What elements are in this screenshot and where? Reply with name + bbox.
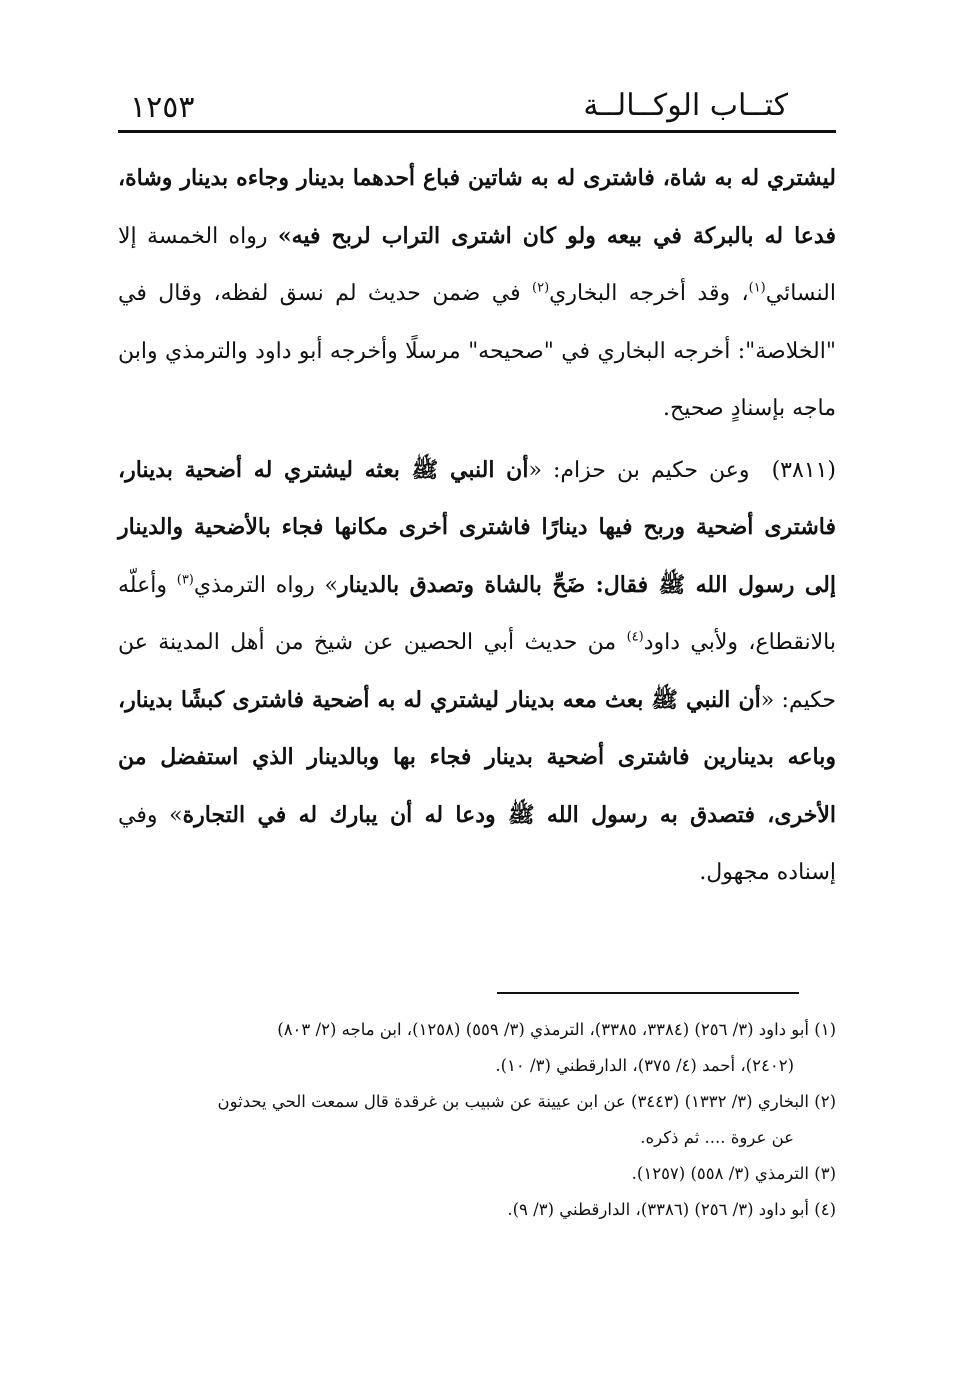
footnotes bbox=[118, 1012, 836, 1228]
footnote-separator bbox=[497, 992, 799, 994]
footnote-line: (٤) أبو داود (٣/ ٢٥٦) (٣٣٨٦)، الدارقطني (٣/ ٩). bbox=[507, 1200, 836, 1219]
footnote-3 bbox=[118, 1156, 836, 1192]
text-run: في ضمن حديث لم نسق لفظه، وقال في "الخلاصة": أخرجه البخاري في "صحيحه" مرسلًا وأخرجه أبو داود والترمذي وابن ماجه بإسنادٍ صحيح. bbox=[118, 281, 836, 421]
paragraph-1 bbox=[118, 150, 836, 438]
hadith-text: أن النبي ﷺ بعثه ليشتري له أضحية بدينار، فاشترى أضحية وربح فيها دينارًا فاشترى أخرى مكانها فجاء بالأضحية والدينار إلى رسول الله ﷺ فقال: ضَحِّ بالشاة وتصدق بالدينار bbox=[118, 456, 836, 598]
page-number: ١٢٥٣ bbox=[130, 90, 195, 125]
text-run: » وفي إسناده مجهول. bbox=[118, 802, 836, 885]
text-run: رواه الخمسة إلا النسائي bbox=[118, 223, 836, 306]
footnote-ref-1[interactable]: (١) bbox=[748, 280, 766, 296]
paragraph-2 bbox=[118, 442, 836, 902]
footnote-ref-4[interactable]: (٤) bbox=[626, 629, 644, 645]
footnote-line: (٢) البخاري (٣/ ١٣٣٢) (٣٤٤٣) عن ابن عيينة عن شبيب بن غرقدة قال سمعت الحي يحدثون bbox=[217, 1092, 836, 1111]
hadith-text: أن النبي ﷺ بعث معه بدينار ليشتري له به أضحية فاشترى كبشًا بدينار، وباعه بدينارين فاشترى أضحية بدينار فجاء بها وبالدينار الذي استفضل من الأخرى، فتصدق به رسول الله ﷺ ودعا له أن يبارك له في التجارة bbox=[118, 686, 837, 828]
hadith-number: (٣٨١١) bbox=[771, 457, 837, 483]
main-text bbox=[118, 150, 836, 902]
text-run: وعن حكيم بن حزام: « bbox=[528, 457, 750, 483]
page-header bbox=[118, 82, 836, 132]
text-run: ، وقد أخرجه البخاري bbox=[549, 281, 749, 306]
text-run: » رواه الترمذي bbox=[193, 572, 338, 598]
footnote-line: (٢٤٠٢)، أحمد (٤/ ٣٧٥)، الدارقطني (٣/ ١٠). bbox=[495, 1056, 794, 1075]
footnote-line: (١) أبو داود (٣/ ٢٥٦) (٣٣٨٤، ٣٣٨٥)، الترمذي (٣/ ٥٥٩) (١٢٥٨)، ابن ماجه (٢/ ٨٠٣) bbox=[277, 1020, 836, 1039]
footnote-line: (٣) الترمذي (٣/ ٥٥٨) (١٢٥٧). bbox=[631, 1164, 836, 1183]
chapter-title: كتــاب الوكــالــة bbox=[583, 88, 788, 123]
text-run: وأعلّه بالانقطاع، ولأبي داود bbox=[118, 572, 836, 655]
footnote-1 bbox=[118, 1012, 836, 1084]
header-rule bbox=[118, 130, 836, 133]
footnote-4 bbox=[118, 1192, 836, 1228]
text-run: من حديث أبي الحصين عن شيخ من أهل المدينة عن حكيم: « bbox=[118, 630, 836, 713]
hadith-text: ليشتري له به شاة، فاشترى له به شاتين فباع أحدهما بدينار وجاءه بدينار وشاة، فدعا له بالبركة في بيعه ولو كان اشترى التراب لربح فيه» bbox=[118, 165, 836, 249]
footnote-line: عن عروة .... ثم ذكره. bbox=[640, 1128, 794, 1147]
footnote-2 bbox=[118, 1084, 836, 1156]
footnote-ref-3[interactable]: (٣) bbox=[176, 572, 194, 588]
footnote-ref-2[interactable]: (٢) bbox=[532, 280, 550, 296]
